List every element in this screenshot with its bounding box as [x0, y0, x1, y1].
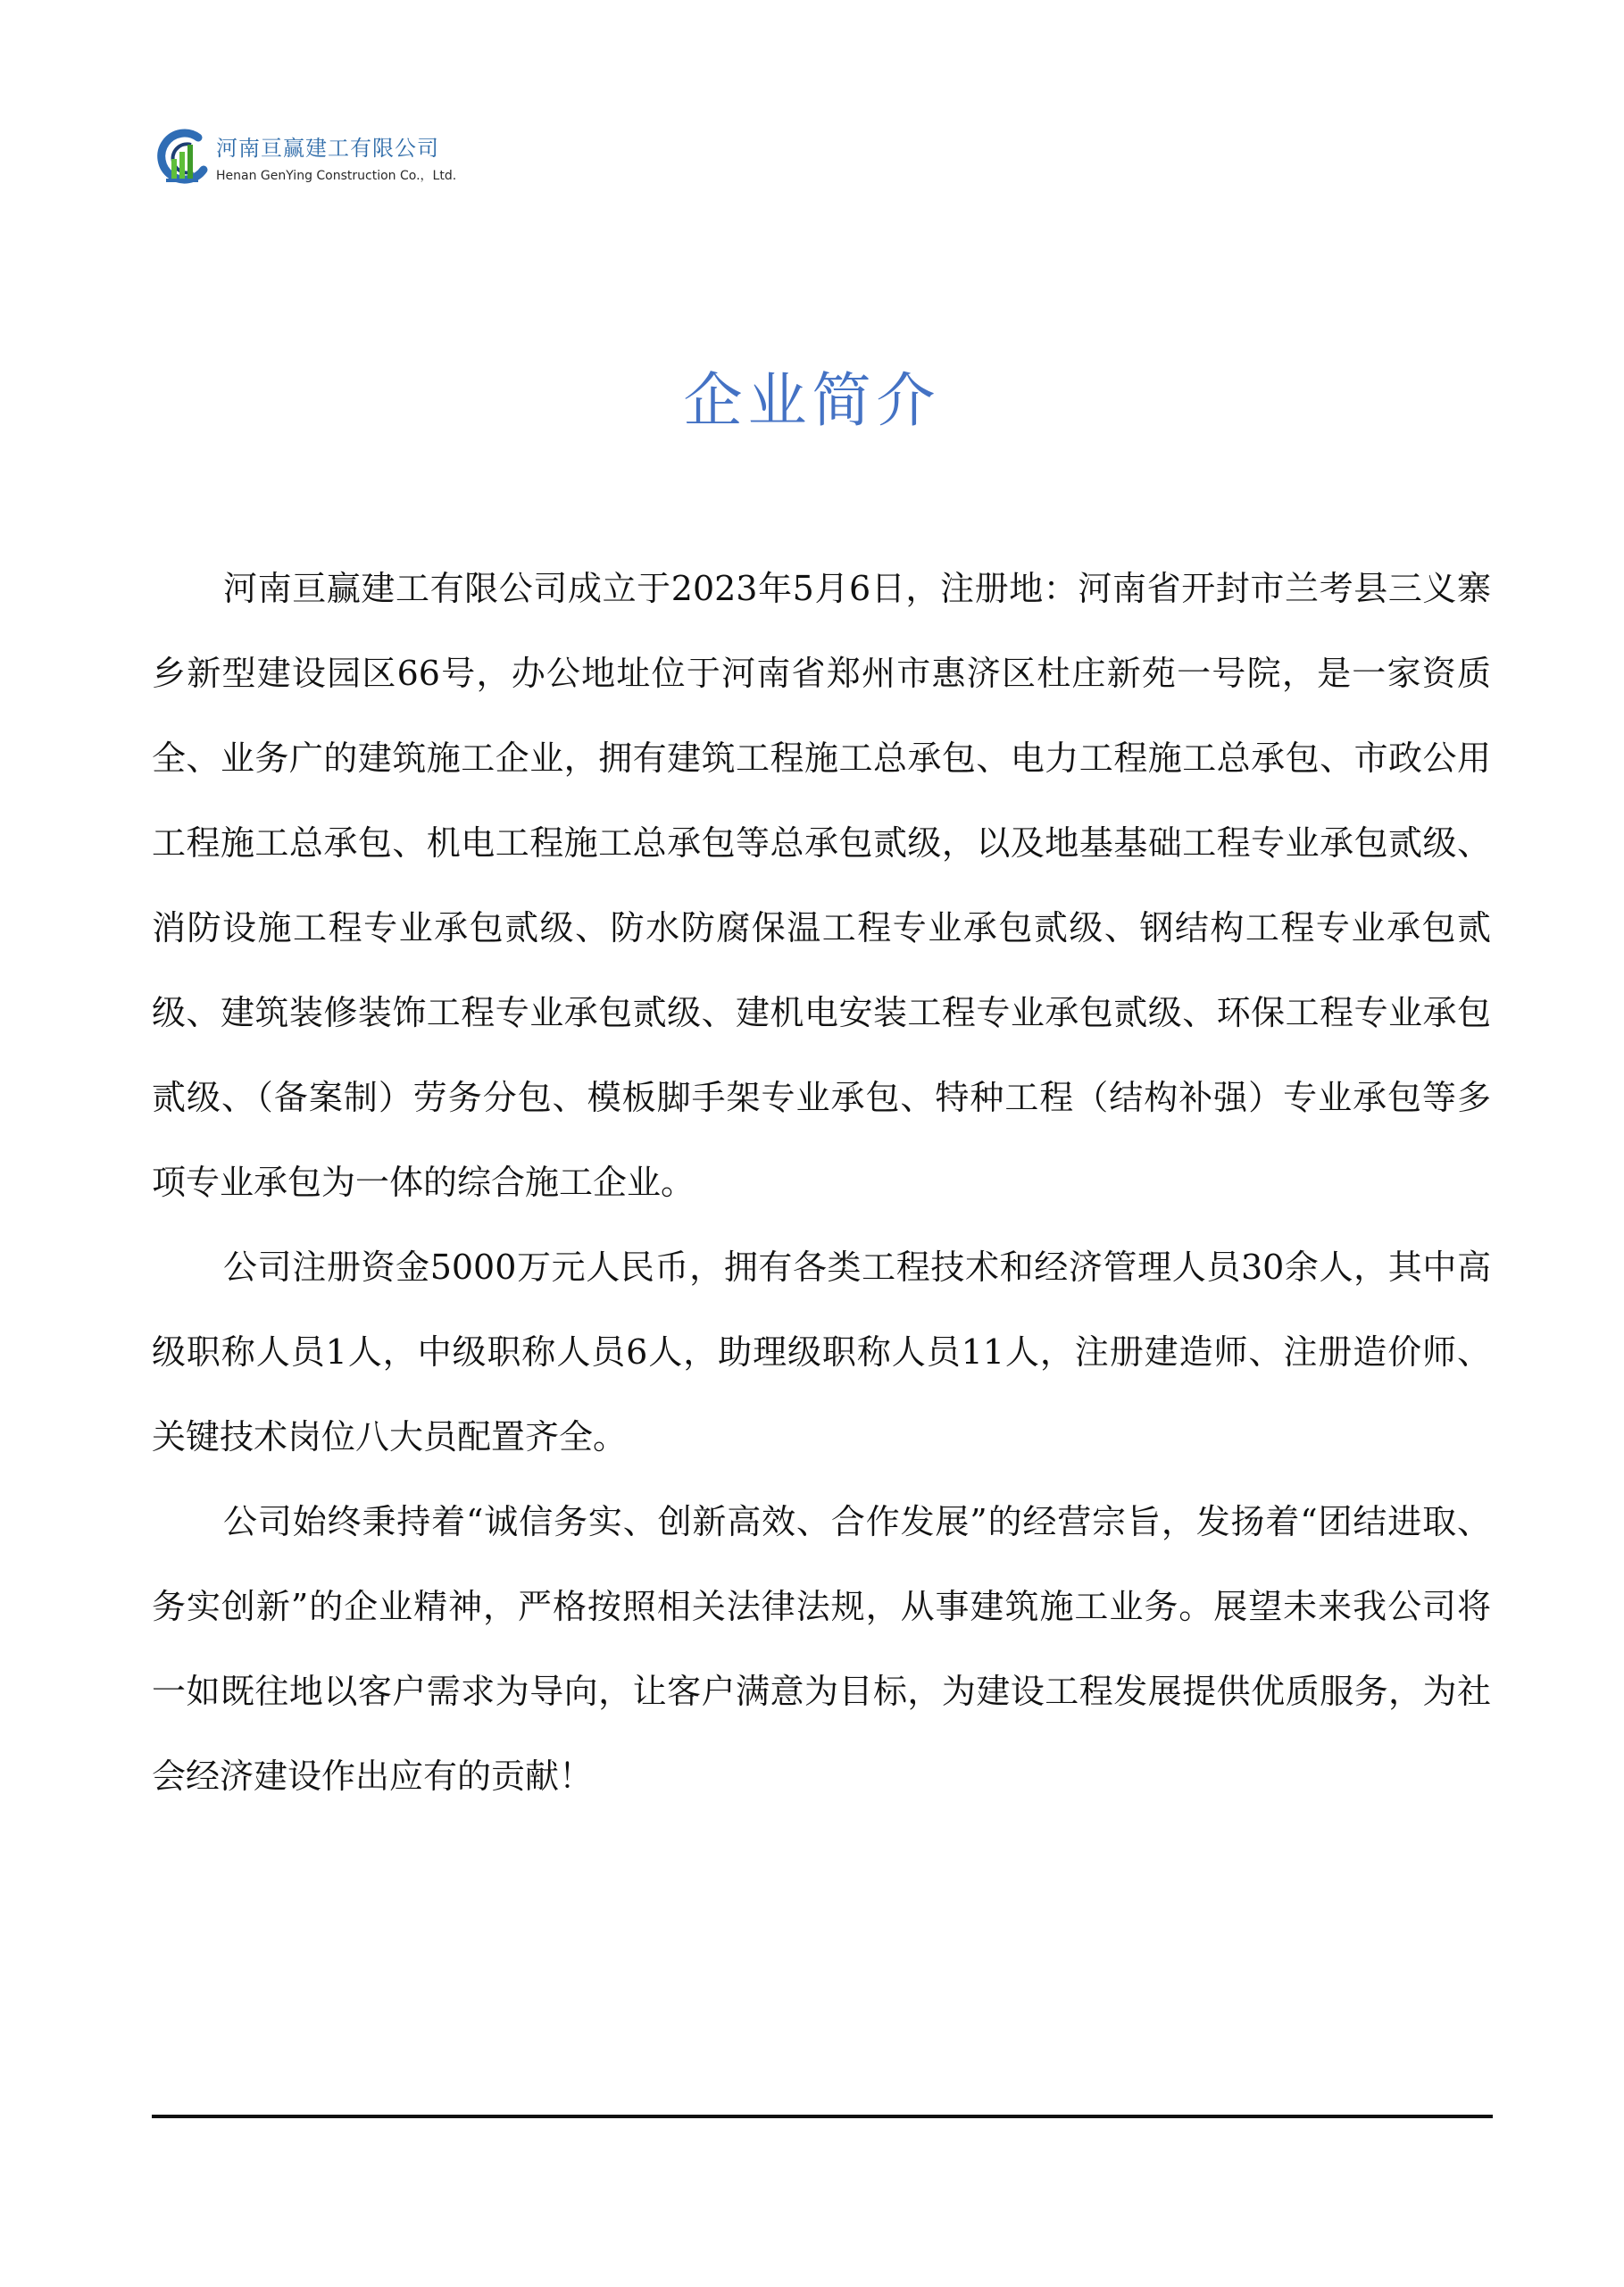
- page-title: 企业简介: [683, 366, 941, 435]
- paragraph-mission: 公司始终秉持着“诚信务实、创新高效、合作发展”的经营宗旨，发扬着“团结进取、务实创新”的企业精神，严格按照相关法律法规，从事建筑施工业务。展望未来我公司将一如既往地以客户需求为导向，让客户满意为目标，为建设工程发展提供优质服务，为社会经济建设作出应有的贡献！: [152, 1502, 1491, 1796]
- company-name-cn: 河南亘赢建工有限公司: [216, 136, 439, 161]
- company-logo-icon: [152, 125, 216, 193]
- footer-divider: [152, 2115, 1493, 2118]
- body-text: [152, 547, 1491, 1819]
- company-header: [152, 121, 509, 193]
- paragraph-intro: 河南亘赢建工有限公司成立于2023年5月6日，注册地：河南省开封市兰考县三义寨乡新型建设园区66号，办公地址位于河南省郑州市惠济区杜庄新苑一号院，是一家资质全、业务广的建筑施工企业，拥有建筑工程施工总承包、电力工程施工总承包、市政公用工程施工总承包、机电工程施工总承包等总承包贰级，以及地基基础工程专业承包贰级、消防设施工程专业承包贰级、防水防腐保温工程专业承包贰级、钢结构工程专业承包贰级、建筑装修装饰工程专业承包贰级、建机电安装工程专业承包贰级、环保工程专业承包贰级、（备案制）劳务分包、模板脚手架专业承包、特种工程（结构补强）专业承包等多项专业承包为一体的综合施工企业。: [152, 569, 1491, 1202]
- paragraph-staff: 公司注册资金5000万元人民币，拥有各类工程技术和经济管理人员30余人，其中高级职称人员1人，中级职称人员6人，助理级职称人员11人，注册建造师、注册造价师、关键技术岗位八大员配置齐全。: [152, 1248, 1491, 1457]
- company-name-en: Henan GenYing Construction Co.，Ltd.: [216, 169, 457, 183]
